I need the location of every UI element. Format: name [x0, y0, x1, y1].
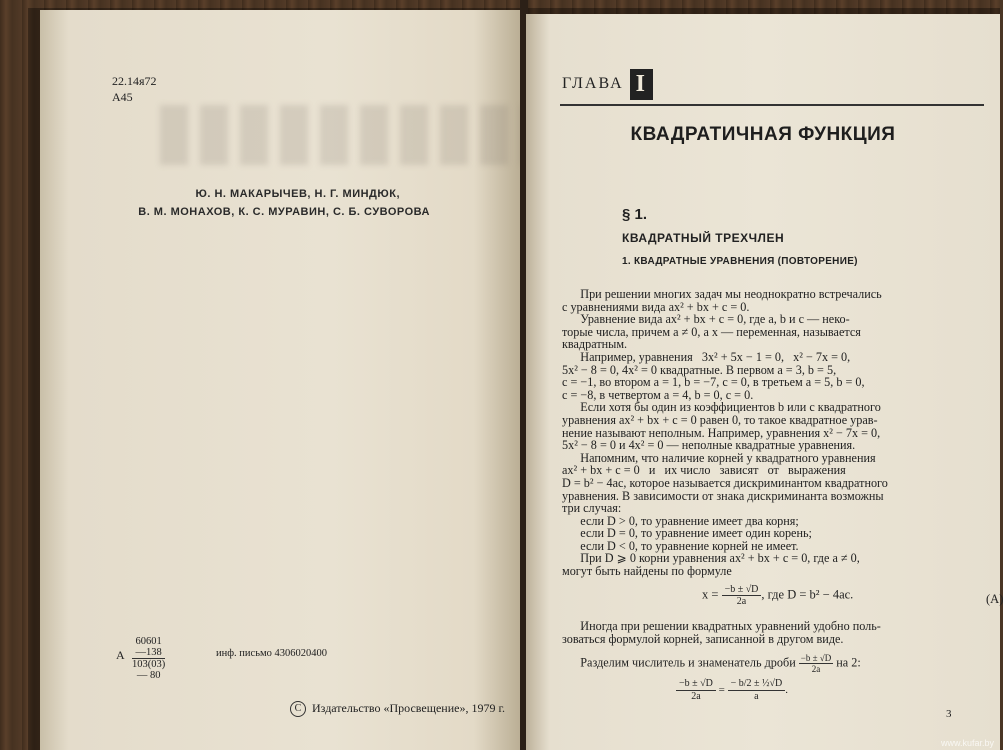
page-number: 3	[946, 708, 952, 720]
inline-fraction-den: 2a	[811, 664, 821, 675]
text-line: 5x² − 8 = 0, 4x² = 0 квадратные. В первом a = 3, b = 5,	[562, 362, 837, 377]
right-page	[526, 14, 1003, 750]
bottom-end: .	[785, 684, 788, 697]
copyright-line	[290, 701, 505, 717]
imprint-letter: А	[116, 648, 125, 662]
bottom-right-den: a	[754, 691, 759, 702]
text-line: с уравнениями вида ax² + bx + c = 0.	[562, 299, 750, 314]
text-line: При решении многих задач мы неоднократно встречались	[562, 287, 882, 301]
text-line: c = −1, во втором a = 1, b = −7, c = 0, в третьем a = 5, b = 0,	[562, 375, 865, 390]
formula-fraction	[722, 584, 762, 607]
text-line: если D = 0, то уравнение имеет один корень;	[562, 526, 812, 541]
formula-label: (A)	[986, 592, 1003, 606]
text-line: могут быть найдены по формуле	[562, 564, 732, 579]
inline-fraction	[799, 653, 833, 674]
bottom-eq: =	[718, 684, 725, 697]
authors-line-1: Ю. Н. МАКАРЫЧЕВ, Н. Г. МИНДЮК,	[195, 188, 400, 200]
left-page	[40, 10, 522, 750]
text-line: три случая:	[562, 501, 622, 516]
inline-fraction-after: на 2:	[836, 655, 861, 670]
text-line: если D < 0, то уравнение корней не имеет.	[562, 538, 799, 553]
bottom-formula	[676, 678, 788, 703]
text-line: При D ⩾ 0 корни уравнения ax² + bx + c = 0, где a ≠ 0,	[562, 551, 860, 566]
copyright-icon: C	[290, 701, 306, 717]
text-line: уравнения ax² + bx + c = 0 равен 0, то такое квадратное урав-	[562, 412, 878, 427]
body-text	[562, 288, 986, 578]
chapter-title: КВАДРАТИЧНАЯ ФУНКЦИЯ	[630, 124, 896, 145]
bottom-right-fraction	[728, 678, 786, 703]
text-line: D = b² − 4ac, которое называется дискриминантом квадратного	[562, 475, 888, 490]
text-line-with-fraction	[562, 653, 986, 675]
text-line: уравнения. В зависимости от знака дискриминанта возможны	[562, 488, 884, 503]
text-line: Иногда при решении квадратных уравнений удобно поль-	[562, 619, 881, 633]
text-line: если D > 0, то уравнение имеет два корня;	[562, 513, 799, 528]
imprint-fraction-bottom: 103(03) — 80	[132, 659, 166, 681]
text-line: Если хотя бы один из коэффициентов b или c квадратного	[562, 400, 881, 415]
section-title: КВАДРАТНЫЙ ТРЕХЧЛЕН	[622, 231, 785, 245]
text-line: торые числа, причем a ≠ 0, а x — переменная, называется	[562, 324, 861, 339]
bottom-left-den: 2a	[691, 691, 701, 702]
text-line: нение называют неполным. Например, уравнения x² − 7x = 0,	[562, 425, 881, 440]
chapter-label: ГЛАВА	[562, 75, 624, 93]
copyright-text: Издательство «Просвещение», 1979 г.	[312, 701, 506, 715]
chapter-number: I	[630, 69, 653, 100]
chapter-rule	[560, 104, 984, 106]
text-line: c = −8, в четвертом a = 4, b = 0, c = 0.	[562, 387, 754, 402]
formula-rest: , где D = b² − 4ac.	[761, 587, 854, 602]
catalog-code: А45	[112, 90, 133, 104]
imprint-fraction-top: 60601—138	[132, 636, 165, 659]
text-line: Напомним, что наличие корней у квадратного уравнения	[562, 450, 876, 465]
bottom-left-fraction	[676, 678, 716, 703]
subsection-title: 1. КВАДРАТНЫЕ УРАВНЕНИЯ (ПОВТОРЕНИЕ)	[622, 256, 858, 267]
text-line: Разделим числитель и знаменатель дроби	[562, 655, 796, 670]
imprint-rest: инф. письмо 4306020400	[216, 648, 327, 659]
formula-denominator: 2a	[736, 596, 747, 607]
text-line: зоваться формулой корней, записанной в другом виде.	[562, 631, 844, 646]
text-line: квадратным.	[562, 337, 628, 352]
authors-line-2: В. М. МОНАХОВ, К. С. МУРАВИН, С. Б. СУВОРОВА	[138, 206, 430, 218]
text-line: 5x² − 8 = 0 и 4x² = 0 — неполные квадратные уравнения.	[562, 438, 856, 453]
udc-code: 22.14я72	[112, 74, 157, 88]
section-number: § 1.	[622, 206, 648, 223]
bleed-through-text	[160, 105, 530, 165]
imprint-fraction	[132, 636, 165, 681]
text-line: Уравнение вида ax² + bx + c = 0, где a, b и c — неко-	[562, 312, 850, 327]
text-line: Например, уравнения 3x² + 5x − 1 = 0, x² − 7x = 0,	[562, 349, 851, 364]
watermark: www.kufar.by	[940, 738, 994, 748]
formula-numerator: −b ± √D	[722, 584, 762, 596]
bottom-left-num: −b ± √D	[676, 678, 716, 691]
chapter-heading	[562, 69, 653, 100]
inline-fraction-num: −b ± √D	[800, 653, 832, 664]
formula-lhs: x =	[702, 587, 719, 602]
body-text-2	[562, 619, 986, 675]
text-line: ax² + bx + c = 0 и их число зависят от выражения	[562, 463, 846, 478]
bottom-right-num: − b/2 ± ½√D	[728, 678, 786, 691]
